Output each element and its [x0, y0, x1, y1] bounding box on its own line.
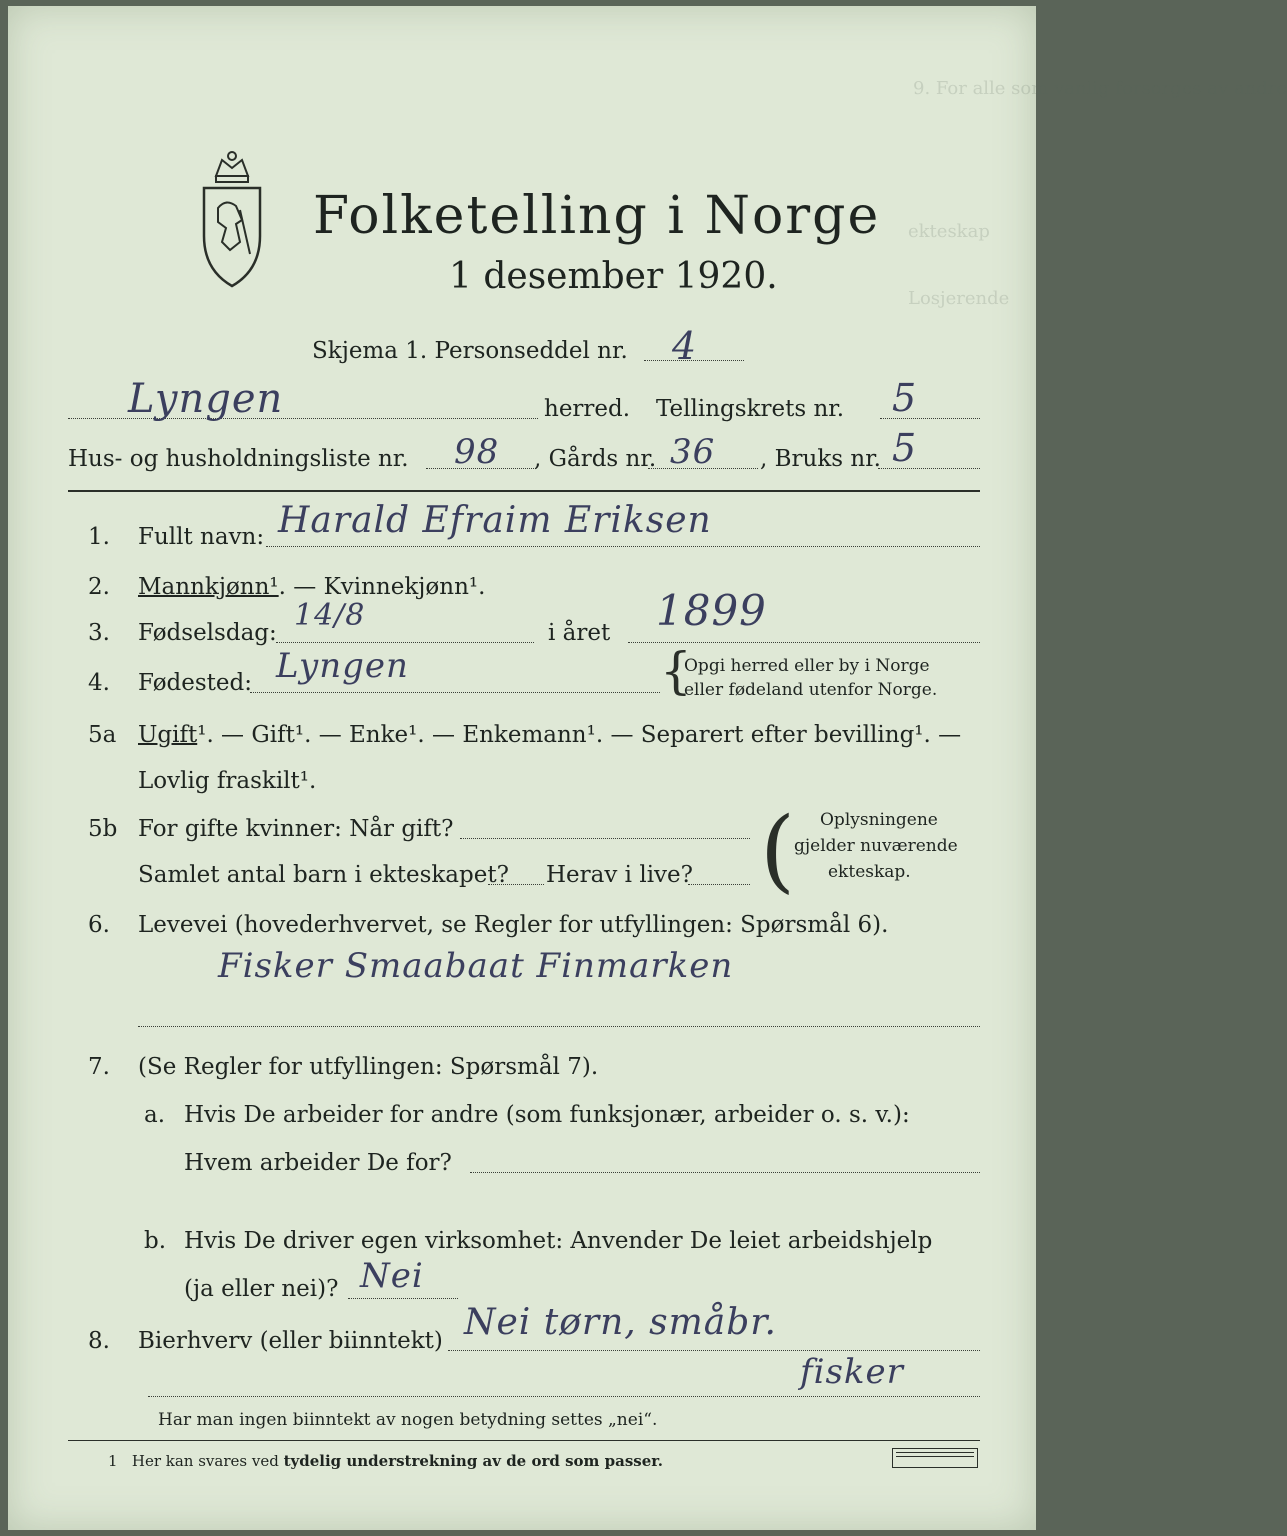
- show-through-text: ekteskap: [908, 221, 990, 242]
- q8-label: Bierhverv (eller biinntekt): [138, 1328, 443, 1354]
- q8-value-2: fisker: [800, 1352, 904, 1392]
- q3-number: 3.: [88, 620, 110, 646]
- q7a-letter: a.: [144, 1102, 166, 1128]
- q5b-line-3: [688, 884, 750, 885]
- q6-value: Fisker Smaabaat Finmarken: [218, 946, 734, 986]
- household-value: 98: [454, 432, 500, 472]
- footer-divider: [68, 1440, 980, 1441]
- census-form-page: [8, 6, 1287, 1530]
- q4-value: Lyngen: [276, 646, 409, 686]
- q2-selected: Mannkjønn¹: [138, 574, 279, 600]
- q7b-value: Nei: [360, 1256, 424, 1296]
- q4-brace: {: [660, 642, 692, 700]
- q5a-rest: ¹. — Gift¹. — Enke¹. — Enkemann¹. — Separert efter bevilling¹. —: [197, 722, 962, 748]
- holding-value: 5: [892, 426, 918, 470]
- schema-label: Skjema 1. Personseddel nr.: [312, 338, 628, 364]
- q7a-label-1: Hvis De arbeider for andre (som funksjonær, arbeider o. s. v.):: [184, 1102, 910, 1128]
- q5b-label-3: Herav i live?: [546, 862, 693, 888]
- q5a-options: [138, 722, 961, 748]
- q1-line: [266, 546, 980, 547]
- q1-number: 1.: [88, 524, 110, 550]
- q3-label: Fødselsdag:: [138, 620, 277, 646]
- q7a-label-2: Hvem arbeider De for?: [184, 1150, 452, 1176]
- q6-label: Levevei (hovederhvervet, se Regler for utfyllingen: Spørsmål 6).: [138, 912, 889, 938]
- q5b-label-2: Samlet antal barn i ekteskapet?: [138, 862, 509, 888]
- q8-line-1: [448, 1350, 980, 1351]
- q7b-label-2: (ja eller nei)?: [184, 1276, 339, 1302]
- q4-line: [250, 692, 660, 693]
- q7b-line: [348, 1298, 458, 1299]
- footnote: 1 Her kan svares ved tydelig understrekning av de ord som passer.: [108, 1452, 664, 1470]
- q5b-line-1: [460, 838, 750, 839]
- show-through-text: 9. For alle som vanlig forsorges av andre: [913, 78, 1287, 99]
- q4-label: Fødested:: [138, 670, 253, 696]
- q5b-brace: (: [760, 798, 796, 903]
- municipality-label: herred.: [544, 396, 631, 422]
- q5a-selected: Ugift: [138, 722, 198, 748]
- q8-line-2: [148, 1396, 980, 1397]
- q7-number: 7.: [88, 1054, 110, 1080]
- q5b-line-2: [488, 884, 544, 885]
- q5b-number: 5b: [88, 816, 118, 842]
- q6-number: 6.: [88, 912, 110, 938]
- q3-date-value: 14/8: [294, 598, 366, 633]
- person-number-value: 4: [672, 324, 698, 368]
- district-value: 5: [892, 376, 918, 420]
- farm-label: , Gårds nr.: [534, 446, 657, 472]
- q3-year-label: i året: [548, 620, 611, 646]
- household-label: Hus- og husholdningsliste nr.: [68, 446, 409, 472]
- q7a-line: [470, 1172, 980, 1173]
- coat-of-arms-icon: [196, 146, 268, 296]
- q5b-note-1: Oplysningene: [820, 810, 938, 830]
- q4-number: 4.: [88, 670, 110, 696]
- header-divider: [68, 490, 980, 492]
- q2-options: [138, 574, 485, 600]
- farm-value: 36: [670, 432, 716, 472]
- q7-label: (Se Regler for utfyllingen: Spørsmål 7).: [138, 1054, 599, 1080]
- show-through-text: Losjerende: [908, 288, 1010, 309]
- q8-number: 8.: [88, 1328, 110, 1354]
- q7b-letter: b.: [144, 1228, 167, 1254]
- printer-stamp: [892, 1448, 978, 1468]
- q5a-options-2: Lovlig fraskilt¹.: [138, 768, 317, 794]
- q1-value: Harald Efraim Eriksen: [278, 500, 712, 541]
- q5b-note-3: ekteskap.: [828, 862, 911, 882]
- form-date: 1 desember 1920.: [449, 256, 778, 297]
- form-title: Folketelling i Norge: [313, 186, 881, 246]
- q4-note-2: eller fødeland utenfor Norge.: [684, 680, 938, 700]
- q2-rest: . — Kvinnekjønn¹.: [278, 574, 486, 600]
- q8-value-1: Nei tørn, småbr.: [464, 1302, 777, 1343]
- q7b-label-1: Hvis De driver egen virksomhet: Anvender De leiet arbeidshjelp: [184, 1228, 933, 1254]
- q5b-label-1: For gifte kvinner: Når gift?: [138, 816, 454, 842]
- q5b-note-2: gjelder nuværende: [794, 836, 958, 856]
- holding-label: , Bruks nr.: [760, 446, 881, 472]
- q4-note-1: Opgi herred eller by i Norge: [684, 656, 930, 676]
- q3-year-value: 1899: [656, 586, 767, 635]
- q3-date-line: [276, 642, 534, 643]
- municipality-value: Lyngen: [128, 376, 284, 422]
- q5a-number: 5a: [88, 722, 117, 748]
- q8-note: Har man ingen biinntekt av nogen betydning settes „nei“.: [158, 1410, 658, 1430]
- district-label: Tellingskrets nr.: [656, 396, 845, 422]
- q6-line: [138, 1026, 980, 1027]
- q1-label: Fullt navn:: [138, 524, 265, 550]
- q2-number: 2.: [88, 574, 110, 600]
